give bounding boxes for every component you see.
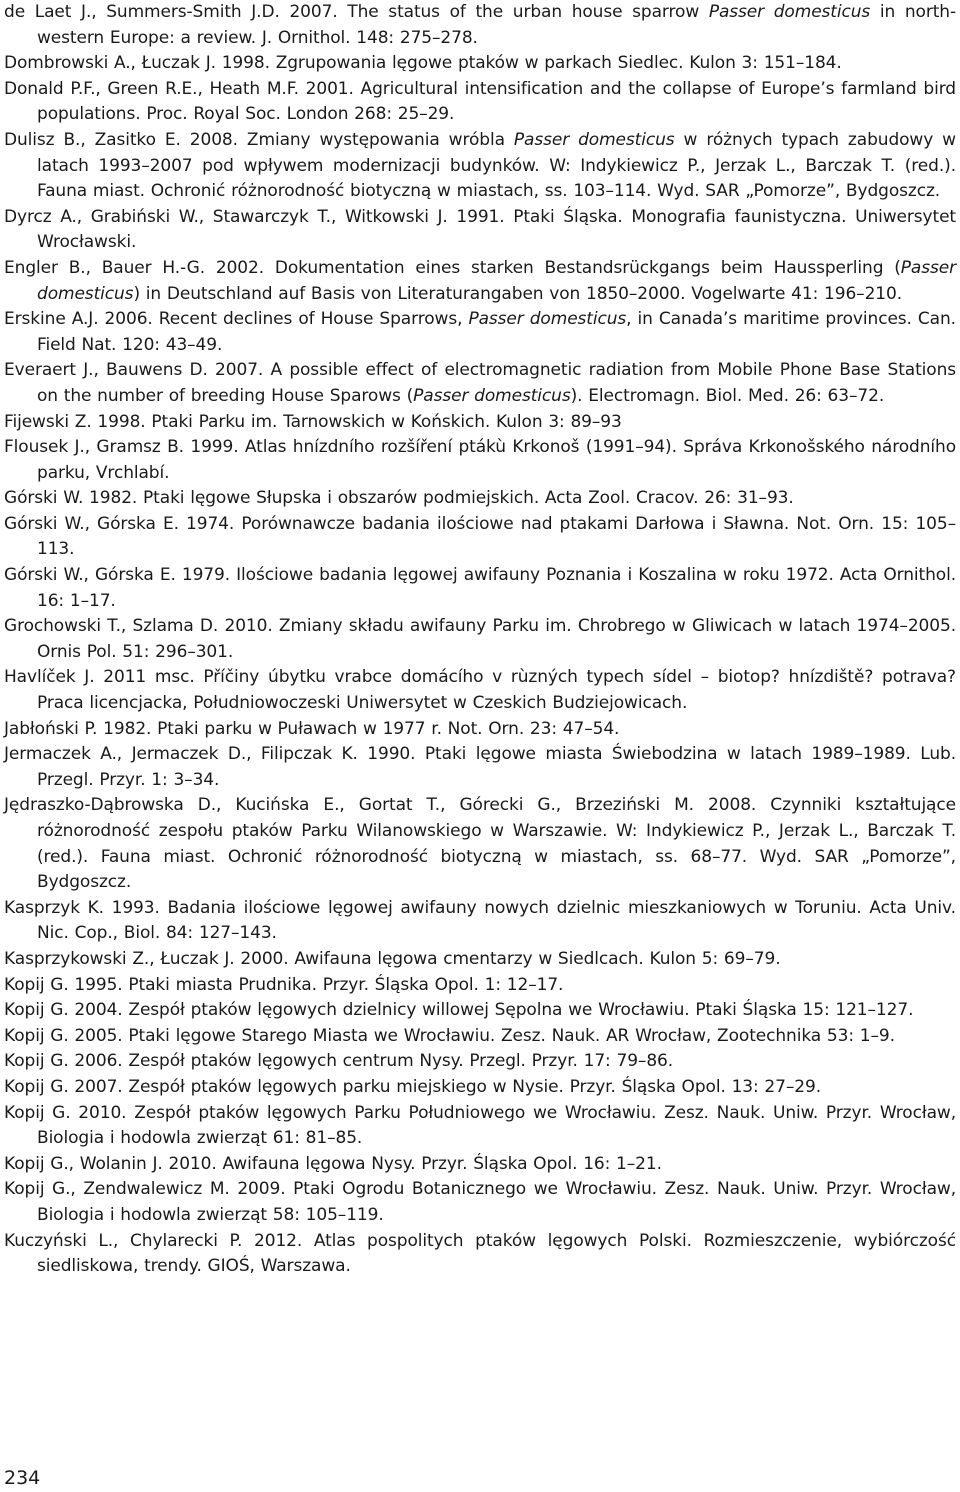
reference-entry	[4, 1229, 956, 1280]
reference-entry	[4, 896, 956, 947]
reference-entry	[4, 998, 956, 1024]
reference-entry	[4, 358, 956, 409]
reference-entry	[4, 973, 956, 999]
reference-page	[4, 0, 956, 1280]
reference-text: Górski W., Górska E. 1979. Ilościowe badania lęgowej awifauny Poznania i Koszalina w roku 1972. Acta Ornithol. 16: 1–17.	[4, 565, 956, 611]
reference-text: Jędraszko-Dąbrowska D., Kucińska E., Gortat T., Górecki G., Brzeziński M. 2008. Czynniki kształtujące różnorodność zespołu ptaków Parku Wilanowskiego w Warszawie. W: Indykiewicz P., Jerzak L., Barczak T. (red.). Fauna miast. Ochronić różnorodność biotyczną w miastach, ss. 68–77. Wyd. SAR „Pomorze”, Bydgoszcz.	[4, 795, 956, 893]
reference-text: Engler B., Bauer H.-G. 2002. Dokumentation eines starken Bestandsrückgangs beim Haussperling (	[4, 257, 901, 278]
reference-entry	[4, 435, 956, 486]
reference-entry	[4, 1075, 956, 1101]
reference-text: Kopij G. 1995. Ptaki miasta Prudnika. Przyr. Śląska Opol. 1: 12–17.	[4, 974, 564, 995]
reference-text: Dombrowski A., Łuczak J. 1998. Zgrupowania lęgowe ptaków w parkach Siedlec. Kulon 3: 151–184.	[4, 53, 842, 74]
reference-text: Dulisz B., Zasitko E. 2008. Zmiany występowania wróbla	[4, 129, 514, 150]
reference-text: Górski W. 1982. Ptaki lęgowe Słupska i obszarów podmiejskich. Acta Zool. Cracov. 26: 31–93.	[4, 488, 794, 509]
reference-text: Kopij G. 2005. Ptaki lęgowe Starego Miasta we Wrocławiu. Zesz. Nauk. AR Wrocław, Zootechnika 53: 1–9.	[4, 1025, 895, 1046]
reference-text: Kopij G. 2004. Zespół ptaków lęgowych dzielnicy willowej Sępolna we Wrocławiu. Ptaki Śląska 15: 121–127.	[4, 1000, 914, 1021]
reference-text: Dyrcz A., Grabiński W., Stawarczyk T., Witkowski J. 1991. Ptaki Śląska. Monografia faunistyczna. Uniwersytet Wrocławski.	[4, 206, 956, 253]
reference-text: Kuczyński L., Chylarecki P. 2012. Atlas pospolitych ptaków lęgowych Polski. Rozmieszczenie, wybiórczość siedliskowa, trendy. GIOŚ, Warszawa.	[4, 1230, 956, 1277]
reference-entry	[4, 1177, 956, 1228]
species-name: Passer domesticus	[513, 129, 675, 150]
reference-text: Havlíček J. 2011 msc. Příčiny úbytku vrabce domácího v rùzných typech sídel – biotop? hnízdiště? potrava? Praca licencjacka, Południowoczeski Uniwersytet w Czeskich Budziejowicach.	[4, 667, 956, 714]
page-number: 234	[4, 1467, 41, 1489]
reference-text: Górski W., Górska E. 1974. Porównawcze badania ilościowe nad ptakami Darłowa i Sławna. Not. Orn. 15: 105–113.	[4, 513, 956, 560]
reference-text: Donald P.F., Green R.E., Heath M.F. 2001. Agricultural intensification and the collapse of Europe’s farmland bird populations. Proc. Royal Soc. London 268: 25–29.	[4, 78, 956, 125]
reference-entry	[4, 665, 956, 716]
reference-entry	[4, 1152, 956, 1178]
reference-text: Jabłoński P. 1982. Ptaki parku w Puławach w 1977 r. Not. Orn. 23: 47–54.	[4, 718, 620, 739]
reference-entry	[4, 486, 956, 512]
reference-entry	[4, 563, 956, 614]
reference-list	[4, 0, 956, 1280]
reference-text: Kopij G. 2006. Zespół ptaków lęgowych centrum Nysy. Przegl. Przyr. 17: 79–86.	[4, 1051, 674, 1072]
reference-entry	[4, 742, 956, 793]
reference-text: Flousek J., Gramsz B. 1999. Atlas hnízdního rozšíření ptákù Krkonoš (1991–94). Správa Krkonošského národního parku, Vrchlabí.	[4, 437, 956, 483]
reference-entry	[4, 512, 956, 563]
reference-entry	[4, 205, 956, 256]
reference-text: Erskine A.J. 2006. Recent declines of House Sparrows,	[4, 309, 469, 330]
reference-entry	[4, 793, 956, 895]
species-name: Passer domesticus	[468, 309, 627, 330]
reference-text: ). Electromagn. Biol. Med. 26: 63–72.	[570, 385, 885, 406]
reference-entry	[4, 0, 956, 51]
species-name: Passer domesticus	[708, 2, 871, 22]
reference-text: Kopij G. 2010. Zespół ptaków lęgowych Parku Południowego we Wrocławiu. Zesz. Nauk. Uniw. Przyr. Wrocław, Biologia i hodowla zwierząt 61: 81–85.	[4, 1102, 956, 1149]
reference-entry	[4, 51, 956, 77]
reference-text: Kopij G., Wolanin J. 2010. Awifauna lęgowa Nysy. Przyr. Śląska Opol. 16: 1–21.	[4, 1153, 662, 1174]
reference-entry	[4, 128, 956, 205]
reference-text: Kasprzykowski Z., Łuczak J. 2000. Awifauna lęgowa cmentarzy w Siedlcach. Kulon 5: 69–79.	[4, 948, 781, 969]
reference-text: Grochowski T., Szlama D. 2010. Zmiany składu awifauny Parku im. Chrobrego w Gliwicach w latach 1974–2005. Ornis Pol. 51: 296–301.	[4, 616, 956, 662]
reference-text: ) in Deutschland auf Basis von Literaturangaben von 1850–2000. Vogelwarte 41: 196–210.	[133, 283, 903, 304]
reference-entry	[4, 256, 956, 307]
reference-text: Jermaczek A., Jermaczek D., Filipczak K. 1990. Ptaki lęgowe miasta Świebodzina w latach 1989–1989. Lub. Przegl. Przyr. 1: 3–34.	[4, 744, 956, 790]
reference-entry	[4, 614, 956, 665]
reference-text: Kopij G. 2007. Zespół ptaków lęgowych parku miejskiego w Nysie. Przyr. Śląska Opol. 13: 27–29.	[4, 1076, 821, 1097]
reference-entry	[4, 1049, 956, 1075]
reference-text: in north-western Europe: a review. J. Ornithol. 148: 275–278.	[37, 2, 956, 48]
reference-entry	[4, 947, 956, 973]
reference-text: Kopij G., Zendwalewicz M. 2009. Ptaki Ogrodu Botanicznego we Wrocławiu. Zesz. Nauk. Uniw. Przyr. Wrocław, Biologia i hodowla zwierząt 58: 105–119.	[4, 1179, 956, 1225]
reference-entry	[4, 1024, 956, 1050]
species-name: Passer domesticus	[37, 257, 956, 304]
reference-text: Everaert J., Bauwens D. 2007. A possible effect of electromagnetic radiation from Mobile Phone Base Stations on the number of breeding House Sparows (	[4, 360, 956, 406]
reference-entry	[4, 717, 956, 743]
reference-text: , in Canada’s maritime provinces. Can. Field Nat. 120: 43–49.	[37, 309, 956, 355]
reference-text: de Laet J., Summers-Smith J.D. 2007. The status of the urban house sparrow	[4, 2, 709, 22]
reference-entry	[4, 307, 956, 358]
reference-entry	[4, 1101, 956, 1152]
reference-text: Fijewski Z. 1998. Ptaki Parku im. Tarnowskich w Końskich. Kulon 3: 89–93	[4, 411, 622, 432]
species-name: Passer domesticus	[413, 385, 571, 406]
reference-entry	[4, 77, 956, 128]
reference-text: Kasprzyk K. 1993. Badania ilościowe lęgowej awifauny nowych dzielnic mieszkaniowych w Toruniu. Acta Univ. Nic. Cop., Biol. 84: 127–143.	[4, 897, 956, 944]
reference-text: w różnych typach zabudowy w latach 1993–2007 pod wpływem modernizacji budynków. W: Indykiewicz P., Jerzak L., Barczak T. (red.). Fauna miast. Ochronić różnorodność biotyczną w miastach, ss. 103–114. Wyd. SAR „Pomorze”, Bydgoszcz.	[37, 129, 956, 202]
reference-entry	[4, 410, 956, 436]
